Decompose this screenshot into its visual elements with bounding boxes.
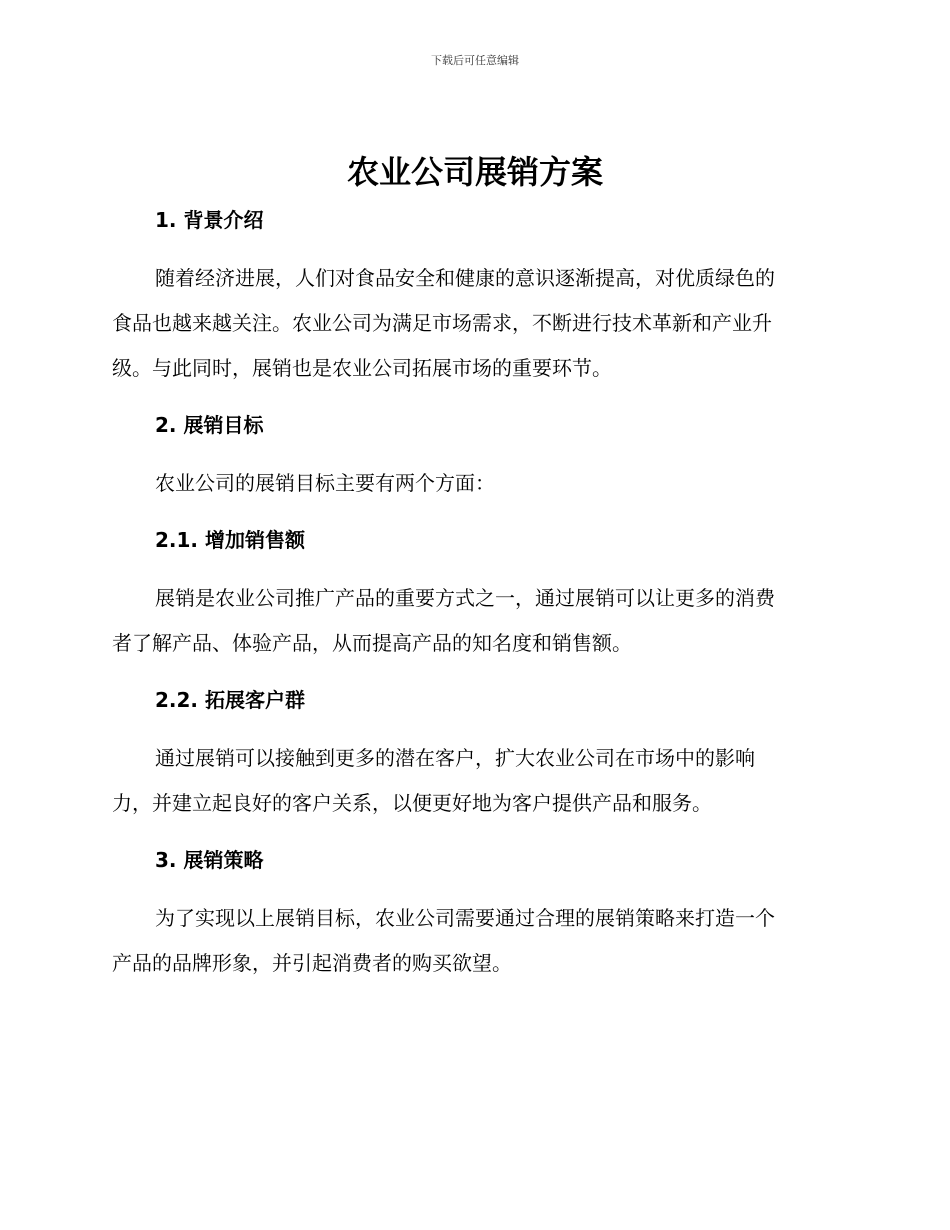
section-heading-expand-customers: 2.2. 拓展客户群 [155,688,305,712]
page-header: 下载后可任意编辑 [431,54,519,67]
paragraph-line: 产品的品牌形象，并引起消费者的购买欲望。 [112,951,512,975]
paragraph-line: 农业公司的展销目标主要有两个方面： [155,471,495,495]
paragraph-line: 展销是农业公司推广产品的重要方式之一，通过展销可以让更多的消费 [155,586,775,610]
section-paragraph-strategy [112,896,832,986]
paragraph-line: 随着经济进展，人们对食品安全和健康的意识逐渐提高，对优质绿色的 [155,266,775,290]
paragraph-line: 者了解产品、体验产品，从而提高产品的知名度和销售额。 [112,631,632,655]
paragraph-line: 通过展销可以接触到更多的潜在客户，扩大农业公司在市场中的影响 [155,746,755,770]
paragraph-line: 为了实现以上展销目标，农业公司需要通过合理的展销策略来打造一个 [155,906,775,930]
section-heading-increase-sales: 2.1. 增加销售额 [155,528,305,552]
section-paragraph-expand-customers [112,736,832,826]
section-heading-goals: 2. 展销目标 [155,413,264,437]
paragraph-line: 食品也越来越关注。农业公司为满足市场需求，不断进行技术革新和产业升 [112,311,772,335]
document-title: 农业公司展销方案 [346,153,603,191]
section-paragraph-goals [112,461,832,506]
paragraph-line: 力，并建立起良好的客户关系，以便更好地为客户提供产品和服务。 [112,791,712,815]
section-paragraph-increase-sales [112,576,832,666]
section-paragraph-background [112,256,832,391]
section-heading-strategy: 3. 展销策略 [155,848,264,872]
section-heading-background: 1. 背景介绍 [155,208,264,232]
paragraph-line: 级。与此同时，展销也是农业公司拓展市场的重要环节。 [112,356,612,380]
